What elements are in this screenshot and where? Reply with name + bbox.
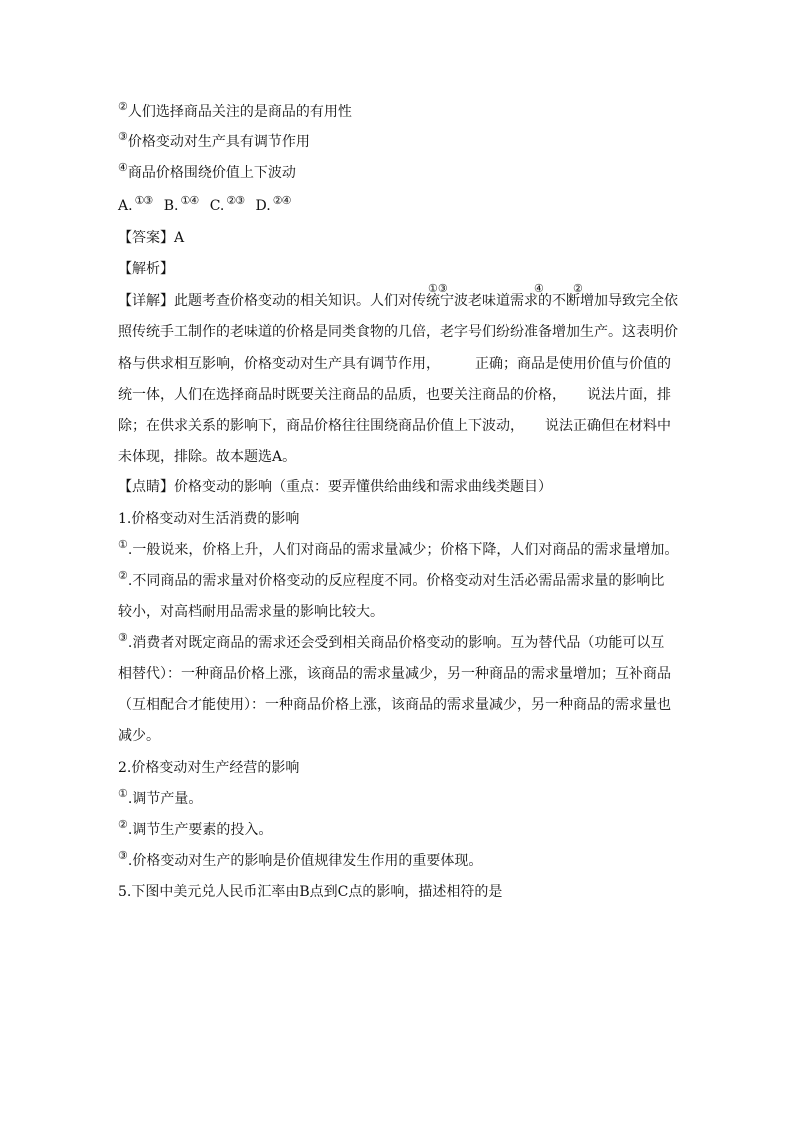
- analysis-heading: 【解析】: [118, 261, 174, 277]
- answer-options: [118, 194, 297, 216]
- detail-tag: 【详解】: [118, 293, 174, 309]
- option-b: [163, 194, 199, 216]
- section1-point3-line3: （互相配合才能使用）：一种商品价格上涨，该商品的需求量减少，另一种商品的需求量也: [118, 697, 671, 713]
- option-marks: ②③: [226, 194, 245, 207]
- section1-point3-line4: 减少。: [118, 728, 160, 744]
- section1-point2-line2: 较小，对高档耐用品需求量的影响比较大。: [118, 604, 384, 620]
- point-line: [118, 478, 552, 496]
- detail-mark-13: ①③: [428, 282, 448, 295]
- option-marks: ②④: [272, 194, 291, 207]
- point-body: .消费者对既定商品的需求还会受到相关商品价格变动的影响。互为替代品（功能可以互: [127, 635, 665, 651]
- detail-line-5: 除；在供求关系的影响下，商品价格往往围绕商品价值上下波动， 说法正确但在材料中: [118, 418, 671, 434]
- circled-number: ④: [118, 161, 128, 174]
- option-c: [209, 194, 245, 216]
- section1-point3-line2: 相替代）：一种商品价格上涨，该商品的需求量减少，另一种商品的需求量增加；互补商品: [118, 666, 671, 682]
- point-text: 价格变动的影响（重点：要弄懂供给曲线和需求曲线类题目）: [174, 479, 552, 495]
- option-a: [118, 194, 153, 216]
- circled-number: ③: [118, 631, 128, 644]
- detail-line-4: 统一体，人们在选择商品时既要关注商品的品质，也要关注商品的价格， 说法片面，排: [118, 387, 671, 403]
- answer-tag: 【答案】: [118, 230, 174, 246]
- statement-text: 价格变动对生产具有调节作用: [127, 134, 310, 150]
- circled-number: ②: [118, 818, 128, 831]
- option-letter: D.: [255, 198, 271, 214]
- section2-point1: [118, 787, 203, 809]
- section1-point3-line1: [118, 631, 665, 653]
- section1-point2-line1: [118, 569, 665, 591]
- circled-number: ②: [118, 100, 128, 113]
- detail-line-3: 格与供求相互影响，价格变动对生产具有调节作用， 正确；商品是使用价值与价值的: [118, 356, 671, 372]
- statement-text: 人们选择商品关注的是商品的有用性: [127, 104, 352, 120]
- point-body: .调节生产要素的投入。: [127, 822, 273, 838]
- answer-line: [118, 229, 184, 247]
- statement-2: [118, 100, 352, 122]
- detail-line-1: [118, 292, 678, 310]
- answer-value: A: [174, 230, 185, 246]
- section1-title: 1.价格变动对生活消费的影响: [118, 511, 300, 527]
- detail-mark-2: ②: [573, 282, 583, 295]
- option-letter: A.: [118, 198, 133, 214]
- circled-number: ③: [118, 849, 128, 862]
- circled-number: ①: [118, 787, 128, 800]
- section2-title: 2.价格变动对生产经营的影响: [118, 760, 300, 776]
- statement-4: [118, 161, 296, 183]
- detail-mark-4: ④: [534, 282, 544, 295]
- question-5: 5.下图中美元兑人民币汇率由B点到C点的影响，描述相符的是: [118, 884, 503, 900]
- option-letter: B.: [163, 198, 179, 214]
- point-body: .价格变动对生产的影响是价值规律发生作用的重要体现。: [127, 853, 483, 869]
- circled-number: ①: [118, 538, 128, 551]
- statement-3: [118, 130, 310, 152]
- option-letter: C.: [209, 198, 225, 214]
- section1-point1: [118, 538, 679, 560]
- option-marks: ①③: [134, 194, 153, 207]
- circled-number: ③: [118, 130, 128, 143]
- point-body: .一般说来，价格上升，人们对商品的需求量减少；价格下降，人们对商品的需求量增加。: [127, 542, 679, 558]
- option-d: [255, 194, 292, 216]
- circled-number: ②: [118, 569, 128, 582]
- section2-point2: [118, 818, 273, 840]
- section2-point3: [118, 849, 483, 871]
- detail-text: 此题考查价格变动的相关知识。人们对传统宁波老味道需求的不断增加导致完全依: [174, 293, 678, 309]
- point-tag: 【点睛】: [118, 479, 174, 495]
- detail-line-2: 照传统手工制作的老味道的价格是同类食物的几倍，老字号们纷纷准备增加生产。这表明价: [118, 324, 678, 340]
- point-body: .调节产量。: [127, 791, 203, 807]
- statement-text: 商品价格围绕价值上下波动: [127, 165, 296, 181]
- option-marks: ①④: [180, 194, 199, 207]
- detail-line-6: 未体现，排除。故本题选A。: [118, 449, 297, 465]
- point-body: .不同商品的需求量对价格变动的反应程度不同。价格变动对生活必需品需求量的影响比: [127, 573, 665, 589]
